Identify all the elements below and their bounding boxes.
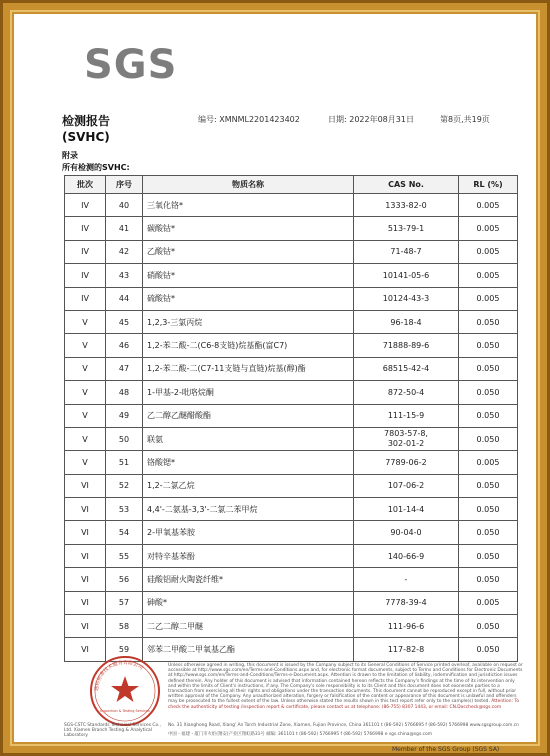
cell-cas: 7803-57-8, 302-01-2 bbox=[354, 427, 459, 450]
cell-no: 51 bbox=[106, 451, 143, 474]
table-row bbox=[65, 544, 518, 567]
authenticity-note: Attention: To check the authenticity of testing /inspection report & certificate, please contact us at telephone: (86-755) 8307 1443, or email: CN.Doccheck@sgs.com bbox=[168, 699, 520, 710]
cell-cas: 107-06-2 bbox=[354, 474, 459, 497]
cell-batch: V bbox=[65, 357, 106, 380]
cell-rl: 0.005 bbox=[459, 194, 518, 217]
table-header-row bbox=[65, 176, 518, 194]
cell-no: 47 bbox=[106, 357, 143, 380]
table-row bbox=[65, 591, 518, 614]
table-row bbox=[65, 194, 518, 217]
cell-no: 49 bbox=[106, 404, 143, 427]
cell-cas: 10124-43-3 bbox=[354, 287, 459, 310]
cell-batch: IV bbox=[65, 194, 106, 217]
header-rl: RL (%) bbox=[459, 176, 518, 194]
cell-cas: 513-79-1 bbox=[354, 217, 459, 240]
cell-no: 56 bbox=[106, 568, 143, 591]
report-page bbox=[20, 20, 530, 753]
cell-rl: 0.050 bbox=[459, 474, 518, 497]
cell-no: 58 bbox=[106, 615, 143, 638]
cell-batch: VI bbox=[65, 544, 106, 567]
cell-substance: 二乙二醇二甲醚 bbox=[143, 615, 354, 638]
cell-substance: 对特辛基苯酚 bbox=[143, 544, 354, 567]
table-row bbox=[65, 404, 518, 427]
cell-substance: 硝酸钴* bbox=[143, 264, 354, 287]
cell-substance: 乙二醇乙醚醋酸酯 bbox=[143, 404, 354, 427]
member-line: Member of the SGS Group (SGS SA) bbox=[392, 746, 500, 753]
cell-substance: 碳酸钴* bbox=[143, 217, 354, 240]
cell-no: 43 bbox=[106, 264, 143, 287]
cell-substance: 乙酸钴* bbox=[143, 240, 354, 263]
cell-rl: 0.005 bbox=[459, 240, 518, 263]
table-row bbox=[65, 334, 518, 357]
cell-rl: 0.050 bbox=[459, 381, 518, 404]
cell-cas: 7789-06-2 bbox=[354, 451, 459, 474]
cell-batch: IV bbox=[65, 217, 106, 240]
company-seal bbox=[88, 654, 162, 728]
cell-rl: 0.050 bbox=[459, 498, 518, 521]
cell-batch: V bbox=[65, 310, 106, 333]
cell-substance: 砷酸* bbox=[143, 591, 354, 614]
svhc-table bbox=[64, 175, 518, 662]
cell-substance: 邻苯二甲酸二甲氧基乙酯 bbox=[143, 638, 354, 661]
cell-batch: IV bbox=[65, 240, 106, 263]
company-name-en: SGS-CSTC Standards Technical Services Co., Ltd. Xiamen Branch Testing & Analytical Laboratory bbox=[64, 723, 161, 738]
cell-rl: 0.005 bbox=[459, 451, 518, 474]
table-row bbox=[65, 310, 518, 333]
cell-cas: 117-82-8 bbox=[354, 638, 459, 661]
table-row bbox=[65, 615, 518, 638]
cell-rl: 0.050 bbox=[459, 568, 518, 591]
table-row bbox=[65, 217, 518, 240]
address-cn: 中国・福建・厦门市火炬(翔安)产业区翔虹路31号 邮编: 361101 t (86-592) 5766995 f (86-592) 5766998 e sgs.china@sgs.com bbox=[168, 732, 433, 737]
cell-substance: 三氧化铬* bbox=[143, 194, 354, 217]
cell-substance: 4,4'-二氨基-3,3'-二氯二苯甲烷 bbox=[143, 498, 354, 521]
address-en: No. 31 Xianghong Road, Xiang' An Torch Industrial Zone, Xiamen, Fujian Province, China 361101 t (86-592) 5766695 f (86-592) 5766998 www.sgsgroup.com.cn bbox=[168, 723, 519, 728]
cell-batch: VI bbox=[65, 591, 106, 614]
cell-rl: 0.050 bbox=[459, 521, 518, 544]
table-row bbox=[65, 287, 518, 310]
cell-batch: VI bbox=[65, 615, 106, 638]
cell-rl: 0.005 bbox=[459, 591, 518, 614]
report-date: 日期: 2022年08月31日 bbox=[328, 115, 414, 124]
cell-cas: 140-66-9 bbox=[354, 544, 459, 567]
cell-cas: 96-18-4 bbox=[354, 310, 459, 333]
cell-rl: 0.050 bbox=[459, 544, 518, 567]
legal-disclaimer: Unless otherwise agreed in writing, this document is issued by the Company subject to its General Conditions of Service printed overleaf, available on request or accessible at http://www.sgs.com/en/Terms-and-Conditions.aspx and, for electronic format documents, subject to Terms and Conditions for Electronic Documents at http://www.sgs.com/en/Terms-and-Conditions/Terms-e-Document.aspx. Attention is drawn to the limitation of liability, indemnification and jurisdiction issues defined therein. Any holder of this document is advised that information contained hereon reflects the Company's findings at the time of its intervention only and within the limits of Client's instructions, if any. The Company's sole responsibility is to its Client and this document does not exonerate parties to a transaction from exercising all their rights and obligations under the transaction documents. This document cannot be reproduced except in full, without prior written approval of the Company. Any unauthorized alteration, forgery or falsification of the content or appearance of this document is unlawful and offenders may be prosecuted to the fullest extent of the law. Unless otherwise stated the results shown in this test report refer only to the sample(s) tested. Attention: To check the authenticity of testing /inspection report & certificate, please contact us at telephone: (86-755) 8307 1443, or email: CN.Doccheck@sgs.com bbox=[168, 663, 523, 710]
cell-batch: VI bbox=[65, 474, 106, 497]
report-title: 检测报告 bbox=[62, 114, 111, 128]
cell-no: 46 bbox=[106, 334, 143, 357]
cell-substance: 1-甲基-2-吡咯烷酮 bbox=[143, 381, 354, 404]
cell-no: 40 bbox=[106, 194, 143, 217]
cell-rl: 0.050 bbox=[459, 357, 518, 380]
cell-batch: VI bbox=[65, 521, 106, 544]
cell-no: 52 bbox=[106, 474, 143, 497]
cell-substance: 1,2-苯二酸-二(C7-11支链与直链)烷基(醇)酯 bbox=[143, 357, 354, 380]
seal-text: 通标标准技术服务有限公司 bbox=[93, 659, 144, 692]
header-no: 序号 bbox=[106, 176, 143, 194]
cell-cas: - bbox=[354, 568, 459, 591]
cell-batch: V bbox=[65, 334, 106, 357]
cell-no: 55 bbox=[106, 544, 143, 567]
all-svhc-label: 所有检测的SVHC: bbox=[62, 163, 130, 172]
table-row bbox=[65, 451, 518, 474]
cell-rl: 0.050 bbox=[459, 638, 518, 661]
table-row bbox=[65, 381, 518, 404]
cell-batch: V bbox=[65, 451, 106, 474]
cell-substance: 硅酸铝耐火陶瓷纤维* bbox=[143, 568, 354, 591]
cell-rl: 0.005 bbox=[459, 217, 518, 240]
report-number: 编号: XMNML2201423402 bbox=[198, 115, 300, 124]
appendix-label: 附录 bbox=[62, 151, 78, 160]
sgs-logo: SGS bbox=[84, 42, 178, 88]
cell-no: 59 bbox=[106, 638, 143, 661]
cell-no: 48 bbox=[106, 381, 143, 404]
cell-rl: 0.050 bbox=[459, 427, 518, 450]
cell-cas: 101-14-4 bbox=[354, 498, 459, 521]
cell-substance: 硫酸钴* bbox=[143, 287, 354, 310]
cell-no: 57 bbox=[106, 591, 143, 614]
cell-cas: 68515-42-4 bbox=[354, 357, 459, 380]
cell-batch: V bbox=[65, 381, 106, 404]
cell-batch: V bbox=[65, 427, 106, 450]
cell-cas: 111-15-9 bbox=[354, 404, 459, 427]
cell-no: 54 bbox=[106, 521, 143, 544]
cell-cas: 71-48-7 bbox=[354, 240, 459, 263]
seal-subtext: Inspection & Testing Services bbox=[100, 709, 150, 713]
cell-batch: VI bbox=[65, 638, 106, 661]
cell-no: 44 bbox=[106, 287, 143, 310]
cell-cas: 7778-39-4 bbox=[354, 591, 459, 614]
cell-rl: 0.050 bbox=[459, 334, 518, 357]
cell-no: 50 bbox=[106, 427, 143, 450]
cell-cas: 71888-89-6 bbox=[354, 334, 459, 357]
cell-cas: 10141-05-6 bbox=[354, 264, 459, 287]
table-row bbox=[65, 357, 518, 380]
table-row bbox=[65, 498, 518, 521]
header-batch: 批次 bbox=[65, 176, 106, 194]
cell-no: 41 bbox=[106, 217, 143, 240]
cell-rl: 0.005 bbox=[459, 287, 518, 310]
cell-batch: IV bbox=[65, 264, 106, 287]
cell-substance: 1,2-二氯乙烷 bbox=[143, 474, 354, 497]
table-row bbox=[65, 568, 518, 591]
cell-cas: 90-04-0 bbox=[354, 521, 459, 544]
cell-substance: 联氨 bbox=[143, 427, 354, 450]
page-number: 第8页,共19页 bbox=[440, 115, 490, 124]
report-subtitle: (SVHC) bbox=[62, 130, 110, 144]
table-row bbox=[65, 521, 518, 544]
cell-substance: 2-甲氧基苯胺 bbox=[143, 521, 354, 544]
cell-batch: VI bbox=[65, 498, 106, 521]
cell-rl: 0.050 bbox=[459, 615, 518, 638]
header-cas: CAS No. bbox=[354, 176, 459, 194]
table-row bbox=[65, 240, 518, 263]
header-substance: 物质名称 bbox=[143, 176, 354, 194]
cell-cas: 1333-82-0 bbox=[354, 194, 459, 217]
cell-batch: V bbox=[65, 404, 106, 427]
cell-substance: 1,2,3-三氯丙烷 bbox=[143, 310, 354, 333]
cell-cas: 872-50-4 bbox=[354, 381, 459, 404]
cell-rl: 0.005 bbox=[459, 264, 518, 287]
cell-substance: 1,2-苯二酸-二(C6-8支链)烷基酯(富C7) bbox=[143, 334, 354, 357]
table-row bbox=[65, 427, 518, 450]
cell-no: 53 bbox=[106, 498, 143, 521]
cell-batch: VI bbox=[65, 568, 106, 591]
cell-rl: 0.050 bbox=[459, 310, 518, 333]
cell-batch: IV bbox=[65, 287, 106, 310]
cell-cas: 111-96-6 bbox=[354, 615, 459, 638]
table-row bbox=[65, 264, 518, 287]
cell-rl: 0.050 bbox=[459, 404, 518, 427]
cell-no: 45 bbox=[106, 310, 143, 333]
cell-no: 42 bbox=[106, 240, 143, 263]
cell-substance: 铬酸锶* bbox=[143, 451, 354, 474]
table-row bbox=[65, 474, 518, 497]
